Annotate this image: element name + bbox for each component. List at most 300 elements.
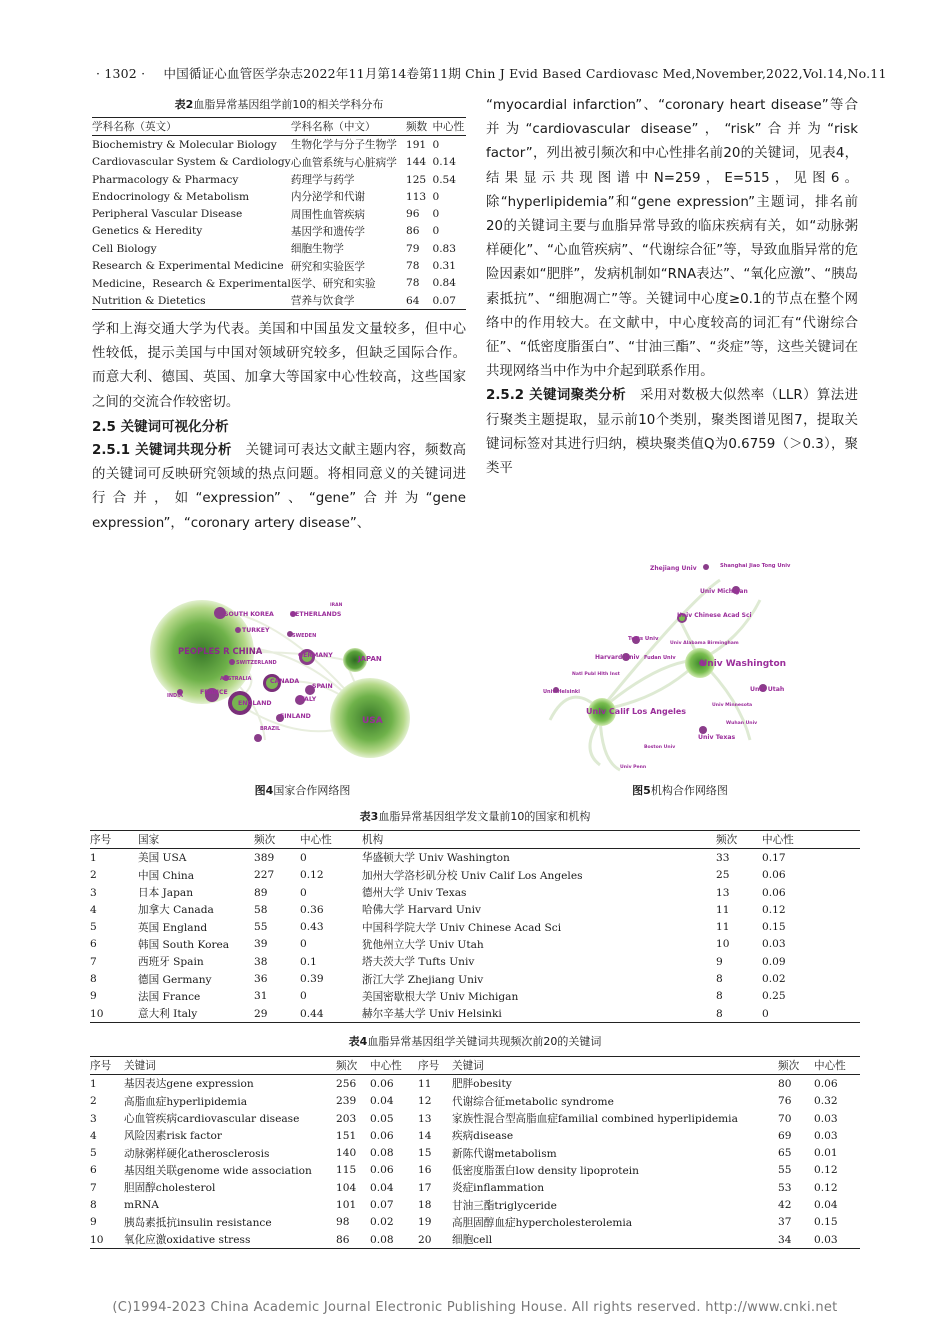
table-cell: 18 (418, 1199, 432, 1212)
table-cell: 65 (778, 1147, 792, 1160)
label-netherlands: NETHERLANDS (290, 611, 342, 618)
table-row (90, 1075, 860, 1093)
table-cell: 64 (405, 294, 420, 307)
table-cell: 0.31 (432, 260, 457, 273)
table-cell: 55 (254, 921, 268, 934)
table-cell: 0.06 (370, 1164, 394, 1177)
table-row (90, 1179, 860, 1196)
label-univ-helsinki: Univ Helsinki (543, 689, 580, 695)
table-cell: 256 (336, 1077, 357, 1090)
col-header: 中心性 (370, 1060, 402, 1073)
table-cell: 113 (405, 190, 427, 203)
table3 (90, 830, 860, 1023)
table-cell: 基因学和遗传学 (290, 225, 366, 238)
figure4-caption: 图4国家合作网络图 (254, 784, 351, 797)
table-cell: 0.08 (370, 1147, 394, 1160)
col-header: 频次 (716, 834, 738, 847)
table-cell: 20 (418, 1233, 432, 1246)
label-fudan-univ: Fudan Univ (644, 655, 676, 661)
table-cell: Medicine，Research & Experimental (92, 277, 291, 290)
label-australia: AUSTRALIA (220, 676, 252, 682)
table-cell: 5 (90, 921, 97, 934)
table-cell: 0 (762, 1007, 769, 1020)
label-usa: USA (362, 716, 383, 726)
table-cell: 德国 Germany (138, 973, 212, 986)
table-cell: 101 (336, 1199, 357, 1212)
table-cell: 5 (90, 1147, 97, 1160)
table-cell: 代谢综合征metabolic syndrome (452, 1095, 614, 1108)
node-univ-texas (699, 726, 707, 734)
table-cell: 39 (254, 938, 268, 951)
table-header-row (92, 118, 466, 136)
table-cell: 0 (300, 851, 307, 864)
table-cell: 0.43 (300, 921, 324, 934)
label-shanghai-jiao-tong-univ: Shanghai Jiao Tong Univ (720, 563, 791, 569)
copyright-footer: (C)1994-2023 China Academic Journal Electronic Publishing House. All rights reserved. http://www.cnki.net (112, 1300, 838, 1315)
table-cell: Genetics & Heredity (92, 225, 203, 238)
col-header: 中心性 (432, 121, 465, 134)
table-cell: 203 (336, 1112, 357, 1125)
table-cell: 0.04 (370, 1095, 394, 1108)
table-cell: 英国 England (138, 921, 208, 934)
table-cell: 细胞生物学 (290, 243, 344, 256)
table-cell: 58 (254, 903, 268, 916)
table-cell: 53 (778, 1181, 792, 1194)
table-cell: 8 (90, 1199, 97, 1212)
table-cell: 2 (90, 869, 97, 882)
label-univ-texas: Univ Texas (698, 734, 736, 741)
table-row (90, 1127, 860, 1144)
table-cell: Peripheral Vascular Disease (92, 208, 243, 221)
table-cell: 0.44 (300, 1007, 324, 1020)
sub-heading: 2.5.2 关键词聚类分析 (486, 388, 627, 404)
running-header (96, 64, 887, 82)
table-cell: 动脉粥样硬化atherosclerosis (124, 1147, 270, 1160)
table-row (90, 884, 860, 901)
table-cell: 125 (405, 173, 427, 186)
table-cell: 79 (405, 242, 420, 255)
node-zhejiang-univ (703, 564, 709, 570)
label-univ-calif-los-angeles: Univ Calif Los Angeles (586, 707, 687, 716)
table-cell: 389 (254, 851, 275, 864)
figure5-institution-network (540, 560, 820, 775)
col-header: 关键词 (124, 1060, 156, 1073)
label-france: FRANCE (200, 689, 228, 696)
table-cell: 基因组关联genome wide association (124, 1164, 312, 1177)
table-cell: 炎症inflammation (452, 1182, 545, 1195)
table-cell: 家族性混合型高脂血症familial combined hyperlipidemia (452, 1113, 738, 1126)
table3-caption: 表3血脂异常基因组学发文量前10的国家和机构 (359, 810, 591, 823)
label-univ-minnesota: Univ Minnesota (712, 703, 753, 708)
table-cell: 0.04 (814, 1199, 838, 1212)
table-cell: 0 (432, 208, 440, 221)
table-cell: 营养与饮食学 (290, 295, 355, 308)
table-cell: 0.12 (814, 1181, 838, 1194)
table-cell: 加拿大 Canada (138, 904, 214, 917)
table-row (92, 188, 466, 205)
label-south-korea: SOUTH KOREA (224, 611, 274, 618)
table-cell: 8 (716, 990, 723, 1003)
table-cell: 6 (90, 1164, 97, 1177)
table-cell: 周围性血管疾病 (290, 208, 366, 221)
table-cell: 0.01 (814, 1147, 838, 1160)
table-cell: 0.12 (300, 869, 324, 882)
table-cell: 0.54 (432, 173, 457, 186)
label-germany: GERMANY (298, 652, 333, 659)
table-cell: 0.1 (300, 955, 317, 968)
table-row (90, 936, 860, 953)
table-cell: 0.25 (762, 990, 786, 1003)
table-cell: 中国 China (138, 869, 195, 882)
table-cell: 2 (90, 1095, 97, 1108)
table-row (92, 257, 466, 274)
table-cell: 0.03 (814, 1112, 838, 1125)
table-cell: 191 (405, 138, 427, 151)
table-cell: 内分泌学和代谢 (290, 191, 366, 204)
table-cell: 美国 USA (138, 852, 187, 865)
table-cell: 96 (405, 208, 420, 221)
label-wuhan-univ: Wuhan Univ (726, 721, 758, 726)
table-cell: 104 (336, 1181, 357, 1194)
table-cell: 42 (778, 1199, 792, 1212)
table-cell: 德州大学 Univ Texas (362, 887, 467, 900)
table-cell: 239 (336, 1095, 357, 1108)
table-cell: 0.15 (814, 1216, 838, 1229)
table-cell: 0.14 (432, 156, 457, 169)
table-cell: 37 (778, 1216, 792, 1229)
table4-caption: 表4血脂异常基因组学关键词共现频次前20的关键词 (348, 1035, 602, 1048)
label-italy: ITALY (298, 696, 317, 703)
table-cell: 0 (300, 938, 307, 951)
table-cell: 7 (90, 955, 97, 968)
table-cell: 13 (716, 886, 730, 899)
table-cell: 0.02 (370, 1216, 394, 1229)
table-cell: 华盛顿大学 Univ Washington (362, 852, 510, 865)
table-cell: 0 (432, 225, 440, 238)
table-cell: 15 (418, 1147, 432, 1160)
col-header: 机构 (362, 834, 384, 847)
table-cell: 10 (90, 1233, 104, 1246)
col-header: 关键词 (452, 1060, 484, 1073)
page-number: · 1302 · (96, 66, 146, 81)
table-cell: 1 (90, 1077, 97, 1090)
table-cell: 36 (254, 973, 268, 986)
table-cell: 3 (90, 886, 97, 899)
table-cell: 0 (300, 990, 307, 1003)
table-row (92, 240, 466, 257)
table-cell: 赫尔辛基大学 Univ Helsinki (362, 1008, 502, 1021)
table-cell: 0.07 (370, 1199, 394, 1212)
label-england: ENGLAND (238, 700, 272, 707)
table-cell: 美国密歇根大学 Univ Michigan (362, 990, 519, 1003)
table-cell: 86 (336, 1233, 350, 1246)
paragraph: 2.5.1 关键词共现分析 关键词可表达文献主题内容，频数高的关键词可反映研究领域的热点问题。将相同意义的关键词进行合并，如“expression”、“gene”合并为“gene expression”，“coronary artery disease”、 (92, 443, 467, 531)
table-cell: Biochemistry & Molecular Biology (92, 138, 277, 151)
table-cell: 西班牙 Spain (138, 956, 204, 969)
table-cell: 78 (405, 260, 420, 273)
table-cell: 144 (405, 156, 427, 169)
table-cell: 生物化学与分子生物学 (290, 139, 397, 152)
table-cell: 8 (716, 1007, 723, 1020)
label-univ-washington: Univ Washington (700, 659, 787, 669)
table-cell: 0.84 (432, 277, 457, 290)
table-cell: 13 (418, 1112, 432, 1125)
col-header: 中心性 (814, 1060, 846, 1073)
table-cell: 加州大学洛杉矶分校 Univ Calif Los Angeles (362, 869, 583, 882)
table-row (90, 1162, 860, 1179)
table-cell: 0.36 (300, 903, 324, 916)
table-cell: 8 (90, 973, 97, 986)
table-cell: 细胞cell (452, 1234, 493, 1247)
table-cell: 0.03 (814, 1233, 838, 1246)
table-cell: 89 (254, 886, 268, 899)
table-cell: 肥胖obesity (452, 1078, 512, 1091)
table-row (90, 970, 860, 987)
table-cell: Pharmacology & Pharmacy (92, 173, 239, 186)
paragraph: 学和上海交通大学为代表。美国和中国虽发文量较多，但中心性较低，提示美国与中国对领域研究较多，但缺乏国际合作。而意大利、德国、英国、加拿大等国家中心性较高，这些国家之间的交流合作较密切。 (92, 322, 466, 410)
col-header: 频次 (778, 1060, 800, 1073)
col-header: 频数 (405, 121, 428, 134)
table-cell: 0 (432, 138, 440, 151)
table-cell: 0.15 (762, 921, 786, 934)
table-cell: 17 (418, 1181, 432, 1194)
table-cell: Endocrinology & Metabolism (92, 190, 250, 203)
table-cell: 0.08 (370, 1233, 394, 1246)
table-cell: 0.03 (814, 1129, 838, 1142)
table-row (92, 292, 466, 310)
table-cell: 0.06 (762, 869, 786, 882)
label-zhejiang-univ: Zhejiang Univ (650, 565, 697, 572)
table-cell: 14 (418, 1129, 432, 1142)
journal-title: 中国循证心血管医学杂志2022年11月第14卷第11期 Chin J Evid Based Cardiovasc Med,November,2022,Vol.14,No.11 (163, 66, 887, 81)
table-cell: 0.17 (762, 851, 786, 864)
table-cell: 69 (778, 1129, 792, 1142)
label-turkey: TURKEY (242, 627, 270, 634)
table2 (92, 117, 466, 310)
table-cell: 151 (336, 1129, 357, 1142)
table4 (90, 1056, 860, 1249)
col-header: 频次 (254, 834, 276, 847)
table-header-row (90, 831, 860, 849)
table-row (90, 918, 860, 935)
table-cell: 药理学与药学 (290, 174, 355, 187)
table-cell: 0.12 (814, 1164, 838, 1177)
table-cell: 0.07 (432, 294, 457, 307)
table-cell: 0.32 (814, 1095, 838, 1108)
table-cell: 98 (336, 1216, 350, 1229)
table-cell: 33 (716, 851, 730, 864)
table-cell: Cell Biology (92, 242, 157, 255)
table-cell: 11 (716, 921, 730, 934)
table-cell: 115 (336, 1164, 357, 1177)
table-cell: 6 (90, 938, 97, 951)
table-cell: 3 (90, 1112, 97, 1125)
table-cell: 日本 Japan (138, 887, 194, 900)
table-cell: 研究和实验医学 (290, 260, 366, 273)
table-cell: 7 (90, 1181, 97, 1194)
label-harvard-univ: Harvard Univ (595, 654, 640, 661)
table-row (90, 1110, 860, 1127)
table-row (92, 136, 466, 154)
node-switzerland (229, 659, 235, 665)
label-univ-penn: Univ Penn (620, 765, 647, 770)
sub-heading: 2.5.1 关键词共现分析 (92, 443, 232, 459)
table-cell: 86 (405, 225, 420, 238)
table-cell: 0.02 (762, 973, 786, 986)
table-cell: 塔夫茨大学 Tufts Univ (362, 956, 475, 969)
table-cell: 胰岛素抵抗insulin resistance (124, 1216, 272, 1229)
table-cell: 心血管疾病cardiovascular disease (124, 1113, 300, 1126)
table-cell: 新陈代谢metabolism (452, 1147, 557, 1160)
table-cell: 9 (716, 955, 723, 968)
table-cell: 0.09 (762, 955, 786, 968)
table-cell: 80 (778, 1077, 792, 1090)
table-cell: 11 (418, 1077, 432, 1090)
table-cell: 4 (90, 1129, 97, 1142)
table2-caption: 表2血脂异常基因组学前10的相关学科分布 (174, 98, 384, 111)
table-cell: 0.39 (300, 973, 324, 986)
table-cell: 25 (716, 869, 730, 882)
col-header: 中心性 (762, 834, 794, 847)
table-row (92, 154, 466, 171)
table-cell: 0 (432, 190, 440, 203)
table-cell: 19 (418, 1216, 432, 1229)
label-univ-chinese-acad-sci: Univ Chinese Acad Sci (677, 612, 752, 619)
table-cell: 0.06 (370, 1077, 394, 1090)
table-cell: 38 (254, 955, 268, 968)
label-india: INDIA (167, 693, 183, 699)
table-cell: 医学、研究和实验 (290, 277, 376, 290)
table-cell: 10 (716, 938, 730, 951)
table-cell: 16 (418, 1164, 432, 1177)
table-row (92, 205, 466, 222)
label-sweden: SWEDEN (292, 633, 317, 639)
table-cell: 9 (90, 1216, 97, 1229)
table-cell: 0.83 (432, 242, 457, 255)
figure5-caption: 图5机构合作网络图 (632, 784, 728, 797)
table-row (90, 901, 860, 918)
table-cell: 29 (254, 1007, 268, 1020)
table-cell: Research & Experimental Medicine (92, 260, 284, 273)
paragraph: “myocardial infarction”、“coronary heart disease”等合并为“cardiovascular disease”，“risk”合并为“risk factor”，列出被引频次和中心性排名前20的关键词，见表4，结果显示共现图谱中N=259，E=515，见图6。除“hyperlipidemia”和“gene expression”主题词，排名前20的关键词主要与血脂异常导致的临床疾病有关，如“动脉粥样硬化”、“心血管疾病”、“代谢综合征”等，导致血脂异常的危险因素如“肥胖”，发病机制如“RNA表达”、“氧化应激”、“胰岛素抵抗”、“细胞凋亡”等。关键词中心度≥0.1的节点在整个网络中的作用较大。在文献中，中心度较高的词汇有“代谢综合征”、“低密度脂蛋白”、“甘油三酯”、“炎症”等，这些关键词在共现网络当中作为中介起到联系作用。 (486, 98, 858, 380)
table-cell: 70 (778, 1112, 792, 1125)
table-row (90, 867, 860, 884)
label-univ-michigan: Univ Michigan (700, 588, 748, 595)
label-canada: CANADA (270, 678, 300, 685)
table-cell: 0.05 (370, 1112, 394, 1125)
table-row (92, 275, 466, 292)
table-row (90, 953, 860, 970)
table-cell: 0 (300, 886, 307, 899)
table-row (90, 988, 860, 1005)
label-boston-univ: Boston Univ (644, 745, 676, 750)
col-header: 国家 (138, 834, 160, 847)
table-header-row (90, 1057, 860, 1075)
table-cell: 低密度脂蛋白low density lipoprotein (452, 1164, 639, 1177)
left-column-text (92, 318, 466, 536)
label-univ-alabama-birmingham: Univ Alabama Birmingham (670, 641, 739, 646)
col-header: 学科名称（中文） (290, 121, 376, 134)
table-cell: 9 (90, 990, 97, 1003)
table-cell: 浙江大学 Zhejiang Univ (362, 973, 484, 986)
table-row (90, 1231, 860, 1249)
label-iran: IRAN (330, 603, 343, 608)
table-cell: 犹他州立大学 Univ Utah (362, 938, 484, 951)
table-cell: 34 (778, 1233, 792, 1246)
table-row (92, 171, 466, 188)
table-cell: 78 (405, 277, 420, 290)
table-cell: 0.03 (762, 938, 786, 951)
right-column-text (486, 94, 858, 481)
table-cell: 哈佛大学 Harvard Univ (362, 904, 481, 917)
table-cell: 0.12 (762, 903, 786, 916)
table-cell: 疾病disease (452, 1130, 514, 1143)
label-natl-publ-hlth-inst: Natl Publ Hlth Inst (572, 672, 620, 677)
table-cell: 0.06 (370, 1129, 394, 1142)
label-peoples-r-china: PEOPLES R CHINA (178, 646, 263, 656)
col-header: 学科名称（英文） (92, 121, 177, 134)
table-cell: 0.06 (762, 886, 786, 899)
table-cell: 140 (336, 1147, 357, 1160)
table-cell: 氧化应激oxidative stress (124, 1234, 251, 1247)
table-row (90, 1196, 860, 1213)
col-header: 序号 (90, 1060, 112, 1073)
table-cell: 76 (778, 1095, 792, 1108)
col-header: 序号 (418, 1060, 440, 1073)
label-japan: JAPAN (358, 655, 382, 663)
table-cell: 风险因素risk factor (124, 1130, 222, 1143)
table-cell: 0.06 (814, 1077, 838, 1090)
table-cell: 心血管系统与心脏病学 (290, 156, 397, 169)
label-univ-utah: Univ Utah (750, 686, 785, 693)
table-cell: 1 (90, 851, 97, 864)
figure4-country-network (140, 600, 465, 772)
table-cell: Cardiovascular System & Cardiology (92, 156, 291, 169)
table-cell: 55 (778, 1164, 792, 1177)
label-spain: SPAIN (312, 683, 333, 690)
table-cell: 高脂血症hyperlipidemia (124, 1095, 248, 1108)
label-finland: FINLAND (280, 713, 311, 720)
table-row (90, 1144, 860, 1161)
table-row (90, 1093, 860, 1110)
table-cell: 8 (716, 973, 723, 986)
table-row (90, 849, 860, 867)
table-cell: 11 (716, 903, 730, 916)
paragraph: 2.5.2 关键词聚类分析 采用对数极大似然率（LLR）算法进行聚类主题提取，显示前10个类别，聚类图谱见图7，提取关键词标签对其进行归纳，模块聚类值Q为0.6759（＞0.3），聚类平 (486, 388, 858, 477)
label-switzerland: SWITZERLAND (236, 660, 277, 666)
col-header: 序号 (90, 834, 112, 847)
table-cell: 0.04 (370, 1181, 394, 1194)
table-cell: mRNA (124, 1199, 159, 1212)
table-cell: 31 (254, 990, 268, 1003)
table-cell: 韩国 South Korea (138, 938, 230, 951)
label-tufts-univ: Tufts Univ (628, 636, 659, 642)
table-cell: 227 (254, 869, 275, 882)
table-cell: 高胆固醇血症hypercholesterolemia (452, 1216, 633, 1229)
col-header: 中心性 (300, 834, 332, 847)
table-cell: 4 (90, 903, 97, 916)
table-row (90, 1214, 860, 1231)
section-heading: 2.5 关键词可视化分析 (92, 418, 229, 435)
table-cell: 法国 France (138, 990, 201, 1003)
table-row (92, 223, 466, 240)
table-cell: 意大利 Italy (138, 1008, 198, 1021)
table-cell: 甘油三酯triglyceride (452, 1199, 557, 1212)
col-header: 频次 (336, 1060, 358, 1073)
table-cell: 胆固醇cholesterol (124, 1182, 216, 1195)
table-cell: Nutrition & Dietetics (92, 294, 206, 307)
table-cell: 中国科学院大学 Univ Chinese Acad Sci (362, 921, 562, 934)
